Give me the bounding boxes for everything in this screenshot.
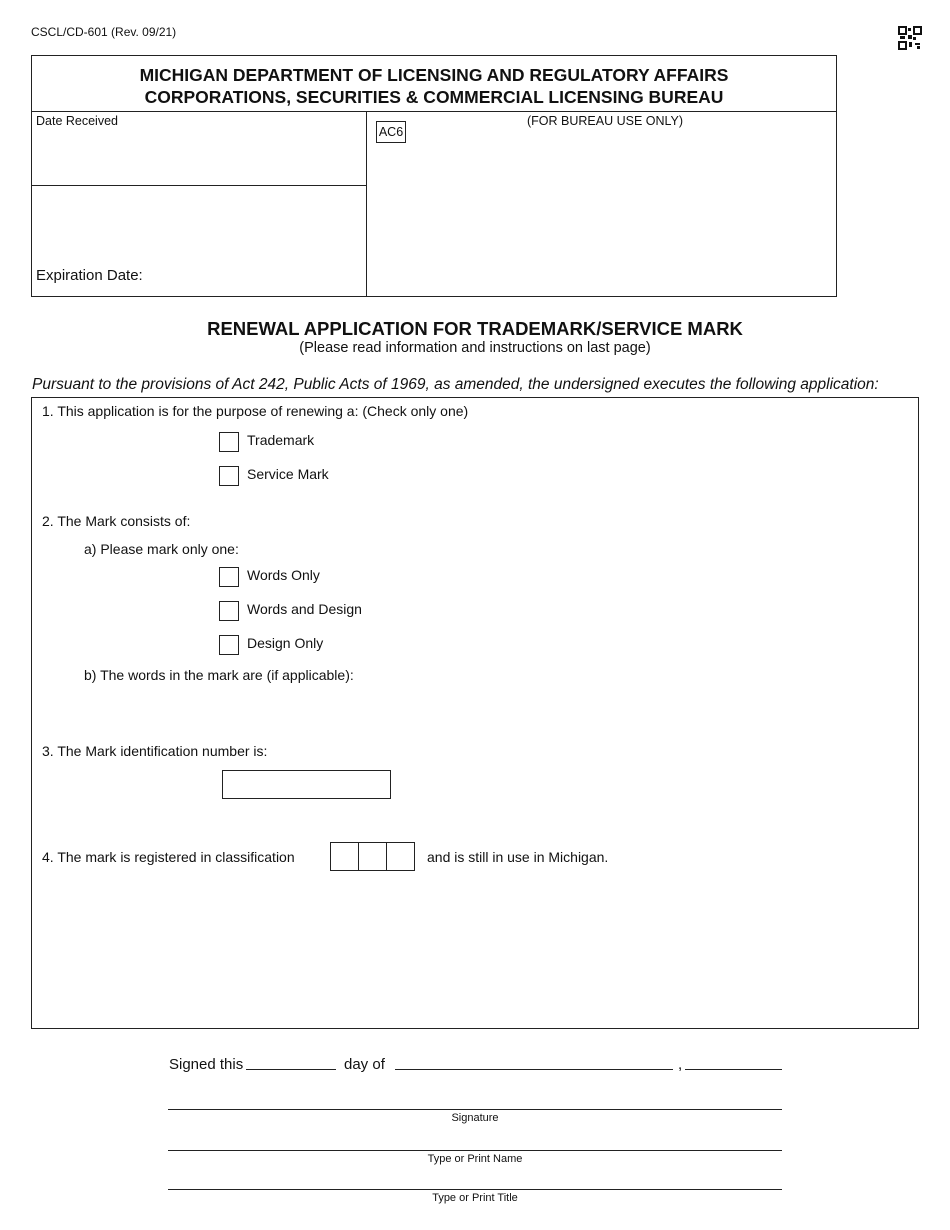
signed-this-label: Signed this xyxy=(169,1056,244,1073)
words-and-design-label: Words and Design xyxy=(247,601,362,617)
bureau-use-label: (FOR BUREAU USE ONLY) xyxy=(527,114,684,128)
form-title: RENEWAL APPLICATION FOR TRADEMARK/SERVICE MARK xyxy=(207,318,743,339)
form-id: CSCL/CD-601 (Rev. 09/21) xyxy=(31,25,177,39)
qr-code-icon xyxy=(898,26,922,50)
date-divider xyxy=(31,185,366,186)
question-3: 3. The Mark identification number is: xyxy=(42,743,268,759)
classification-digit-1[interactable] xyxy=(331,843,359,870)
print-name-field[interactable] xyxy=(168,1150,782,1151)
date-comma: , xyxy=(678,1056,683,1073)
classification-field[interactable] xyxy=(330,842,415,871)
department-title xyxy=(31,64,837,108)
application-box xyxy=(31,397,919,1029)
service-mark-label: Service Mark xyxy=(247,466,329,482)
date-received-label: Date Received xyxy=(36,114,118,128)
header-vertical-divider xyxy=(366,111,367,297)
department-title-line2: CORPORATIONS, SECURITIES & COMMERCIAL LICENSING BUREAU xyxy=(144,87,724,107)
design-only-label: Design Only xyxy=(247,635,324,651)
form-subtitle: (Please read information and instructions on last page) xyxy=(299,340,651,356)
words-only-label: Words Only xyxy=(247,567,320,583)
print-title-field[interactable] xyxy=(168,1189,782,1190)
words-and-design-checkbox[interactable] xyxy=(219,601,239,621)
question-1: 1. This application is for the purpose of renewing a: (Check only one) xyxy=(42,403,469,419)
ac-code-box: AC6 xyxy=(376,121,406,143)
classification-digit-2[interactable] xyxy=(359,843,387,870)
words-only-checkbox[interactable] xyxy=(219,567,239,587)
design-only-checkbox[interactable] xyxy=(219,635,239,655)
signed-day-field[interactable] xyxy=(246,1069,336,1070)
question-2a: a) Please mark only one: xyxy=(84,541,239,557)
classification-digit-3[interactable] xyxy=(387,843,414,870)
day-of-label: day of xyxy=(344,1056,385,1073)
signed-year-field[interactable] xyxy=(685,1069,782,1070)
print-title-caption: Type or Print Title xyxy=(432,1192,518,1204)
trademark-label: Trademark xyxy=(247,432,315,448)
pursuant-statement: Pursuant to the provisions of Act 242, Public Acts of 1969, as amended, the undersigned executes the following application: xyxy=(32,376,879,393)
service-mark-checkbox[interactable] xyxy=(219,466,239,486)
header-divider xyxy=(31,111,837,112)
signature-caption: Signature xyxy=(451,1112,499,1124)
question-4-suffix: and is still in use in Michigan. xyxy=(427,849,609,865)
department-title-line1: MICHIGAN DEPARTMENT OF LICENSING AND REGULATORY AFFAIRS xyxy=(139,65,729,85)
print-name-caption: Type or Print Name xyxy=(427,1153,523,1165)
signature-field[interactable] xyxy=(168,1109,782,1110)
signed-month-field[interactable] xyxy=(395,1069,673,1070)
expiration-date-label: Expiration Date: xyxy=(36,267,143,284)
trademark-checkbox[interactable] xyxy=(219,432,239,452)
question-2b: b) The words in the mark are (if applicable): xyxy=(84,667,354,683)
question-2: 2. The Mark consists of: xyxy=(42,513,191,529)
question-4-prefix: 4. The mark is registered in classification xyxy=(42,849,295,865)
mark-id-number-field[interactable] xyxy=(222,770,391,799)
